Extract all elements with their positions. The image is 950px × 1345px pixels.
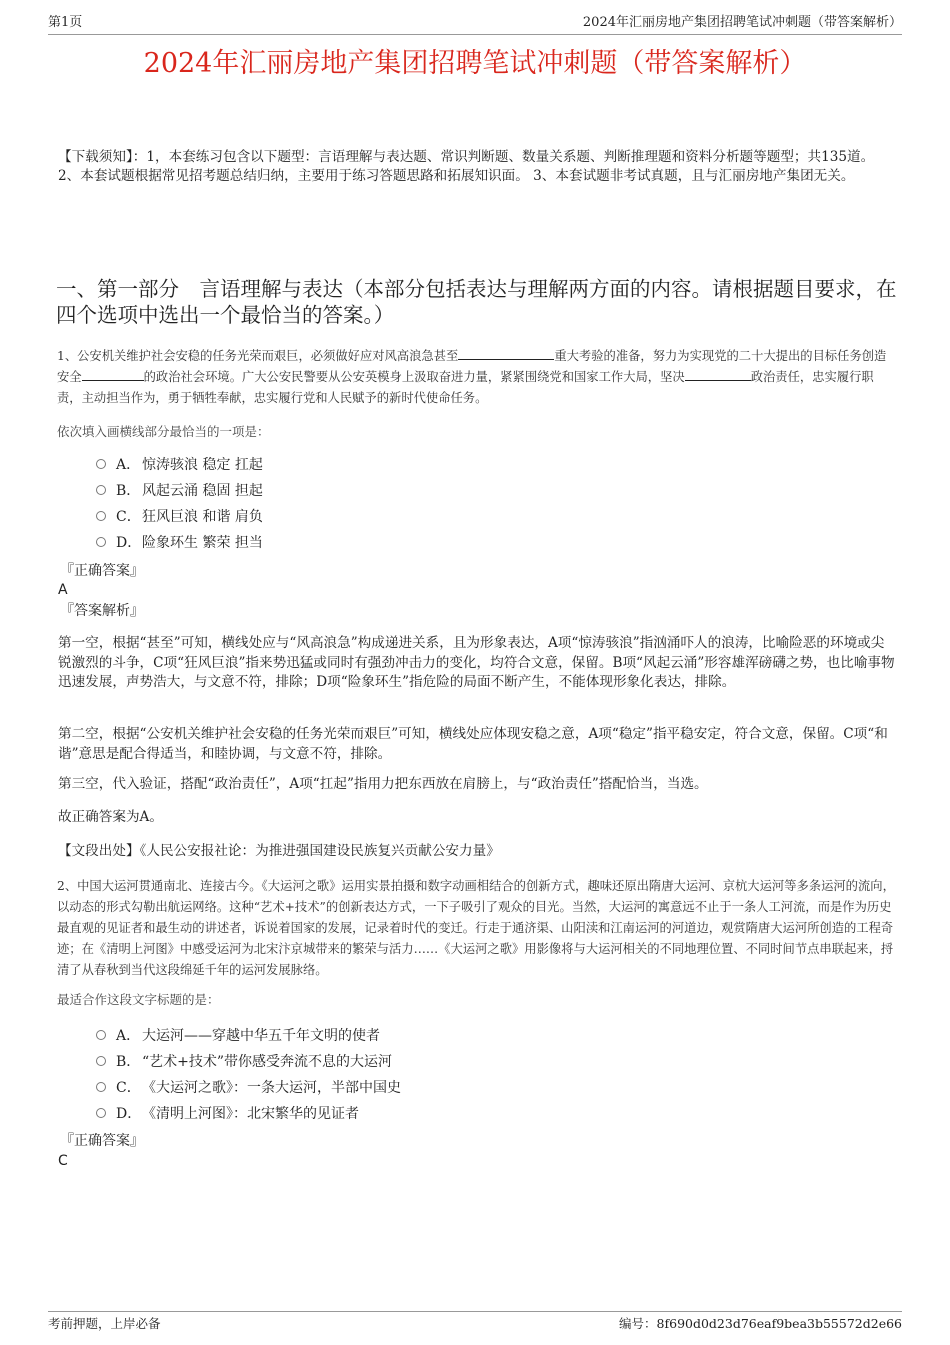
question-1-text <box>57 346 897 409</box>
analysis-label: 『答案解析』 <box>60 603 144 619</box>
answer-blank-3 <box>685 368 751 381</box>
question-1-text-b: 重大考验的准备，努力为实现党的二十大提出的目标任务创造安全 <box>57 349 887 384</box>
question-1-text-a: 1、公安机关维护社会安稳的任务光荣而艰巨，必须做好应对风高浪急甚至 <box>57 349 459 363</box>
question-1-text-c: 的政治社会环境。广大公安民警要从公安英模身上汲取奋进力量，紧紧围绕党和国家工作大局，坚决 <box>143 370 685 384</box>
page-number: 第1页 <box>48 15 83 30</box>
analysis-paragraph-3: 第三空，代入验证，搭配“政治责任”，A项“扛起”指用力把东西放在肩膀上，与“政治责任”搭配恰当，当选。 <box>58 776 708 792</box>
answer-blank-1 <box>458 347 554 360</box>
page-footer <box>48 1311 902 1331</box>
option-d[interactable]: D．《清明上河图》：北宋繁华的见证者 <box>96 1101 401 1127</box>
correct-answer-label: 『正确答案』 <box>60 1133 144 1149</box>
answer-blank-2 <box>82 368 144 381</box>
correct-answer-value: A <box>58 582 68 598</box>
radio-icon[interactable] <box>96 485 106 495</box>
radio-icon[interactable] <box>96 1056 106 1066</box>
question-1-text-d: 政治责任，忠实履行职责，主动担当作为，勇于牺牲奉献，忠实履行党和人民赋予的新时代使命任务。 <box>57 370 874 405</box>
option-c[interactable]: C．狂风巨浪 和谐 肩负 <box>96 504 263 530</box>
footer-slogan: 考前押题，上岸必备 <box>48 1316 161 1331</box>
option-b[interactable]: B． 风起云涌 稳固 担起 <box>96 478 263 504</box>
analysis-paragraph-1: 第一空，根据“甚至”可知，横线处应与“风高浪急”构成递进关系，且为形象表达，A项“惊涛骇浪”指汹涌吓人的浪涛，比喻险恶的环境或尖锐激烈的斗争，C项“狂风巨浪”指来势迅猛或同时有强劲冲击力的变化，均符合文意，保留。B项“风起云涌”形容雄浑磅礴之势，也比喻事物迅速发展，声势浩大，与文意不符，排除；D项“险象环生”指危险的局面不断产生，不能体现形象化表达，排除。 <box>58 635 895 690</box>
source-citation: 【文段出处】《人民公安报社论：为推进强国建设民族复兴贡献公安力量》 <box>58 843 500 859</box>
question-2-options <box>96 1023 401 1127</box>
question-2-text: 2、中国大运河贯通南北、连接古今。《大运河之歌》运用实景拍摄和数字动画相结合的创新方式，趣味还原出隋唐大运河、京杭大运河等多条运河的流向，以动态的形式勾勒出航运网络。这种“艺术+技术”的创新表达方式，一下子吸引了观众的目光。当然，大运河的寓意远不止于一条人工河流，而是作为历史最直观的见证者和最生动的讲述者，诉说着国家的发展，记录着时代的变迁。行走于通济渠、山阳渎和江南运河的河道边，观赏隋唐大运河所创造的工程奇迹；在《清明上河图》中感受运河为北宋汴京城带来的繁荣与活力……《大运河之歌》用影像将与大运河相关的不同地理位置、不同时间节点串联起来，捋清了从春秋到当代这段绵延千年的运河发展脉络。 <box>57 879 895 977</box>
option-d[interactable]: D．险象环生 繁荣 担当 <box>96 530 263 556</box>
header-doc-title: 2024年汇丽房地产集团招聘笔试冲刺题（带答案解析） <box>582 15 902 30</box>
page-header <box>48 14 902 35</box>
radio-icon[interactable] <box>96 459 106 469</box>
section-heading: 一、第一部分 言语理解与表达（本部分包括表达与理解两方面的内容。请根据题目要求，在四个选项中选出一个最恰当的答案。） <box>56 277 897 327</box>
question-1-options <box>96 452 263 556</box>
question-2-prompt: 最适合作这段文字标题的是： <box>57 992 220 1007</box>
analysis-conclusion: 故正确答案为A。 <box>58 809 163 825</box>
radio-icon[interactable] <box>96 537 106 547</box>
analysis-paragraph-2: 第二空，根据“公安机关维护社会安稳的任务光荣而艰巨”可知，横线处应体现安稳之意，A项“稳定”指平稳安定，符合文意，保留。C项“和谐”意思是配合得适当，和睦协调，与文意不符，排除。 <box>58 726 888 762</box>
option-c[interactable]: C．《大运河之歌》：一条大运河，半部中国史 <box>96 1075 401 1101</box>
download-notice: 【下载须知】：1，本套练习包含以下题型：言语理解与表达题、常识判断题、数量关系题、判断推理题和资料分析题等题型；共135道。 2、本套试题根据常见招考题总结归纳，主要用于练习答题思路和拓展知识面。 3、本套试题非考试真题，且与汇丽房地产集团无关。 <box>58 149 875 184</box>
correct-answer-value: C <box>58 1153 68 1169</box>
radio-icon[interactable] <box>96 1082 106 1092</box>
correct-answer-label: 『正确答案』 <box>60 563 144 579</box>
option-a[interactable]: A． 惊涛骇浪 稳定 扛起 <box>96 452 263 478</box>
question-1-prompt: 依次填入画横线部分最恰当的一项是： <box>57 424 270 439</box>
option-a[interactable]: A． 大运河——穿越中华五千年文明的使者 <box>96 1023 401 1049</box>
footer-serial-number: 编号：8f690d0d23d76eaf9bea3b55572d2e66 <box>619 1316 902 1331</box>
document-title: 2024年汇丽房地产集团招聘笔试冲刺题（带答案解析） <box>143 48 807 79</box>
radio-icon[interactable] <box>96 1030 106 1040</box>
radio-icon[interactable] <box>96 511 106 521</box>
option-b[interactable]: B． “艺术+技术”带你感受奔流不息的大运河 <box>96 1049 401 1075</box>
radio-icon[interactable] <box>96 1108 106 1118</box>
